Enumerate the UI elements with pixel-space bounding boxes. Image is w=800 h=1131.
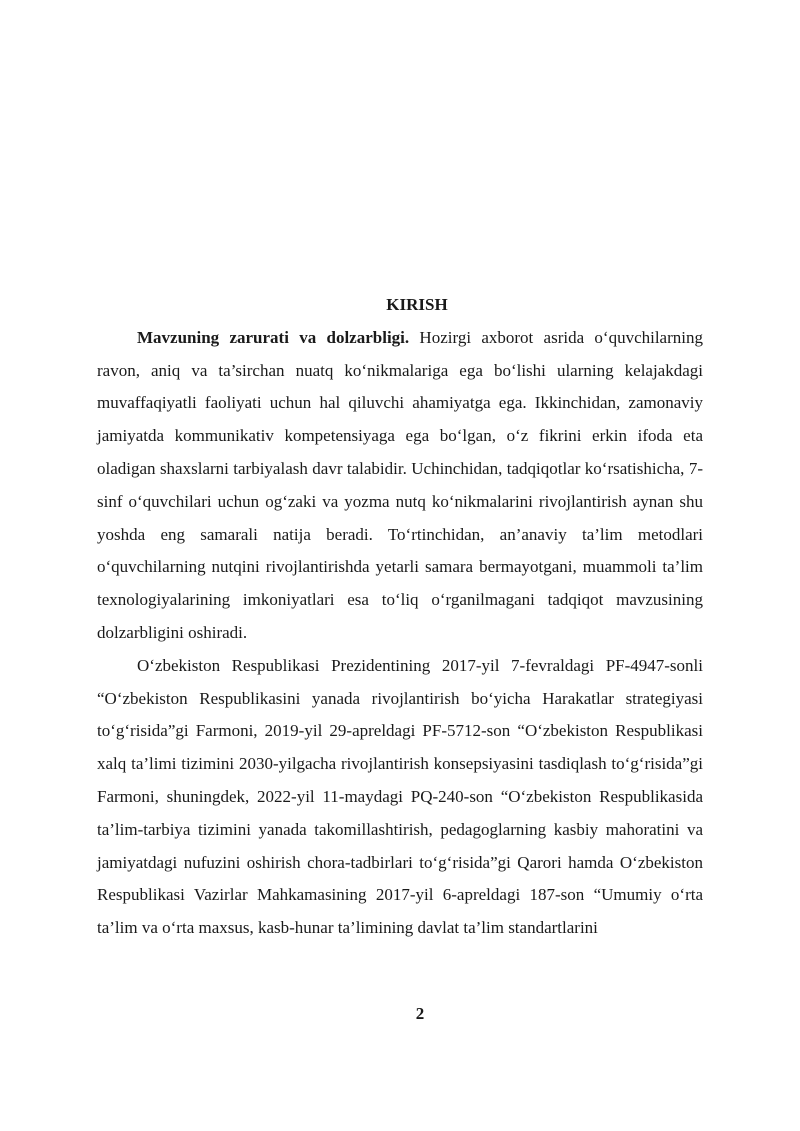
paragraph-legal-basis: O‘zbekiston Respublikasi Prezidentining 2017-yil 7-fevraldagi PF-4947-sonli “O‘zbekiston Respublikasini yanada rivojlantirish bo‘yicha Harakatlar strategiyasi to‘g‘risida”gi Farmoni, 2019-yil 29-apreldagi PF-5712-son “O‘zbekiston Respublikasi xalq ta’limi tizimini 2030-yilgacha rivojlantirish konsepsiyasini tasdiqlash to‘g‘risida”gi Farmoni, shuningdek, 2022-yil 11-maydagi PQ-240-son “O‘zbekiston Respublikasida ta’lim-tarbiya tizimini yanada takomillashtirish, pedagoglarning kasbiy mahoratini va jamiyatdagi nufuzini oshirish chora-tadbirlari to‘g‘risida”gi Qarori hamda O‘zbekiston Respublikasi Vazirlar Mahkamasining 2017-yil 6-apreldagi 187-son “Umumiy o‘rta ta’lim va o‘rta maxsus, kasb-hunar ta’limining davlat ta’lim standartlarini — [97, 655, 703, 938]
paragraph-text: Hozirgi axborot asrida o‘quvchilarning ravon, aniq va ta’sirchan nuatq ko‘nikmalariga ega bo‘lishi ularning kelajakdagi muvaffaqiyatli faoliyati uchun hal qiluvchi ahamiyatga ega. Ikkinchidan, zamonaviy jamiyatda kommunikativ kompetensiyaga ega bo‘lgan, o‘z fikrini erkin ifoda eta oladigan shaxslarni tarbiyalash davr talabidir. Uchinchidan, tadqiqotlar ko‘rsatishicha, 7-sinf o‘quvchilari uchun og‘zaki va yozma nutq ko‘nikmalarini rivojlantirish aynan shu yoshda eng samarali natija beradi. To‘rtinchidan, an’anaviy ta’lim metodlari o‘quvchilarning nutqini rivojlantirishda yetarli samara bermayotgani, muammoli ta’lim texnologiyalarining imkoniyatlari esa to‘liq o‘rganilmagani tadqiqot mavzusining dolzarbligini oshiradi. — [97, 327, 703, 642]
paragraph-relevance — [97, 322, 703, 650]
paragraph-lead: Mavzuning zarurati va dolzarbligi. — [137, 327, 410, 347]
page-number: 2 — [415, 1004, 425, 1023]
page-content — [97, 289, 703, 945]
section-heading: KIRISH — [386, 295, 448, 314]
